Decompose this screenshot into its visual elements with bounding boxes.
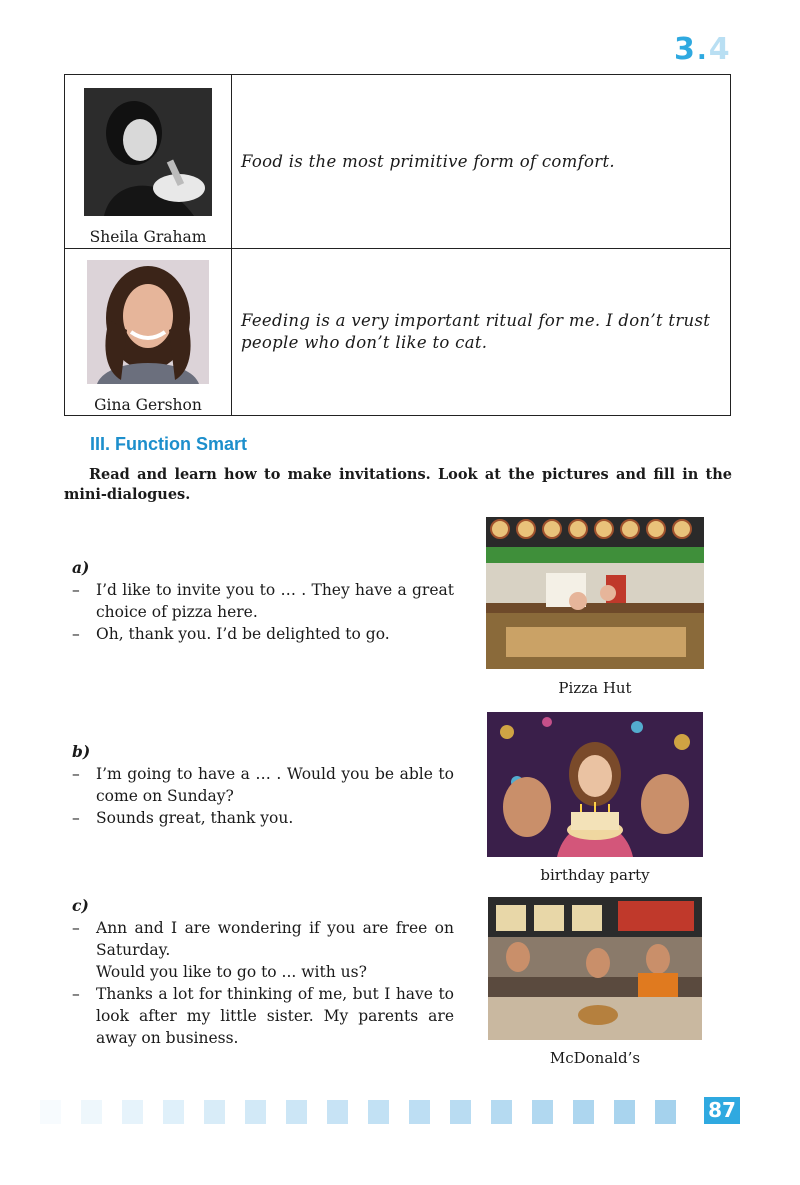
dash-marker: –	[72, 581, 80, 599]
photo-caption: McDonald’s	[549, 1049, 641, 1067]
dialogue-b	[72, 741, 454, 829]
dialogue-line	[72, 623, 454, 645]
sheila-graham-photo	[84, 88, 212, 216]
birthday-party-photo	[487, 712, 703, 857]
unit-badge	[674, 32, 732, 67]
dialogue-letter: b)	[72, 742, 91, 761]
dialogue-letter: a)	[72, 558, 90, 577]
line-text: I’m going to have a … . Would you be able to come on Sunday?	[96, 765, 454, 805]
dash-marker: –	[72, 985, 80, 1003]
strip-square	[40, 1100, 61, 1124]
line-text: I’d like to invite you to … . They have a great choice of pizza here.	[96, 581, 454, 621]
dialogue-line	[72, 961, 454, 983]
quote-text: Food is the most primitive form of comfort.	[232, 75, 731, 249]
unit-subnumber: 4	[708, 32, 732, 67]
dialogue-line	[72, 983, 454, 1049]
dialogue-c	[72, 895, 454, 1049]
dialogue-line	[72, 579, 454, 623]
line-text: Ann and I are wondering if you are free on Saturday.	[96, 919, 454, 959]
quote-row	[65, 75, 731, 249]
dialogue-line	[72, 763, 454, 807]
photo-caption: birthday party	[540, 866, 650, 884]
quotes-table	[64, 74, 731, 416]
dash-marker: –	[72, 809, 80, 827]
strip-square	[614, 1100, 635, 1124]
dash-marker: –	[72, 625, 80, 643]
exercise-instruction: Read and learn how to make invitations. Look at the pictures and fill in the mini-dialogues.	[64, 466, 732, 503]
person-name: Sheila Graham	[89, 227, 207, 246]
quote-text: Feeding is a very important ritual for me. I don’t trust people who don’t like to cat.	[232, 249, 731, 416]
strip-square	[450, 1100, 471, 1124]
strip-square	[491, 1100, 512, 1124]
unit-number: 3	[674, 32, 697, 67]
strip-square	[327, 1100, 348, 1124]
strip-square	[532, 1100, 553, 1124]
dialogue-a	[72, 557, 454, 645]
line-text: Would you like to go to ... with us?	[96, 963, 367, 981]
gina-gershon-photo	[87, 260, 209, 384]
strip-square	[81, 1100, 102, 1124]
strip-square	[286, 1100, 307, 1124]
mcdonalds-photo	[488, 897, 702, 1040]
strip-square	[368, 1100, 389, 1124]
page-number: 87	[704, 1097, 740, 1124]
dash-marker: –	[72, 765, 80, 783]
person-cell	[65, 249, 232, 416]
dialogue-letter: c)	[72, 896, 89, 915]
person-cell	[65, 75, 232, 249]
strip-square	[204, 1100, 225, 1124]
strip-square	[573, 1100, 594, 1124]
strip-square	[122, 1100, 143, 1124]
line-text: Oh, thank you. I’d be delighted to go.	[96, 625, 390, 643]
dialogue-line	[72, 917, 454, 961]
pizza-hut-photo	[486, 517, 704, 669]
strip-square	[655, 1100, 676, 1124]
strip-square	[163, 1100, 184, 1124]
dash-marker: –	[72, 919, 80, 937]
person-name: Gina Gershon	[94, 396, 202, 414]
unit-dot: .	[696, 36, 709, 66]
strip-square	[245, 1100, 266, 1124]
quote-row	[65, 249, 731, 416]
strip-square	[409, 1100, 430, 1124]
photo-caption: Pizza Hut	[558, 679, 632, 697]
dialogue-line	[72, 807, 454, 829]
section-title: III. Function Smart	[90, 434, 248, 454]
line-text: Sounds great, thank you.	[96, 809, 294, 827]
line-text: Thanks a lot for thinking of me, but I have to look after my little sister. My parents are away on business.	[96, 985, 454, 1047]
